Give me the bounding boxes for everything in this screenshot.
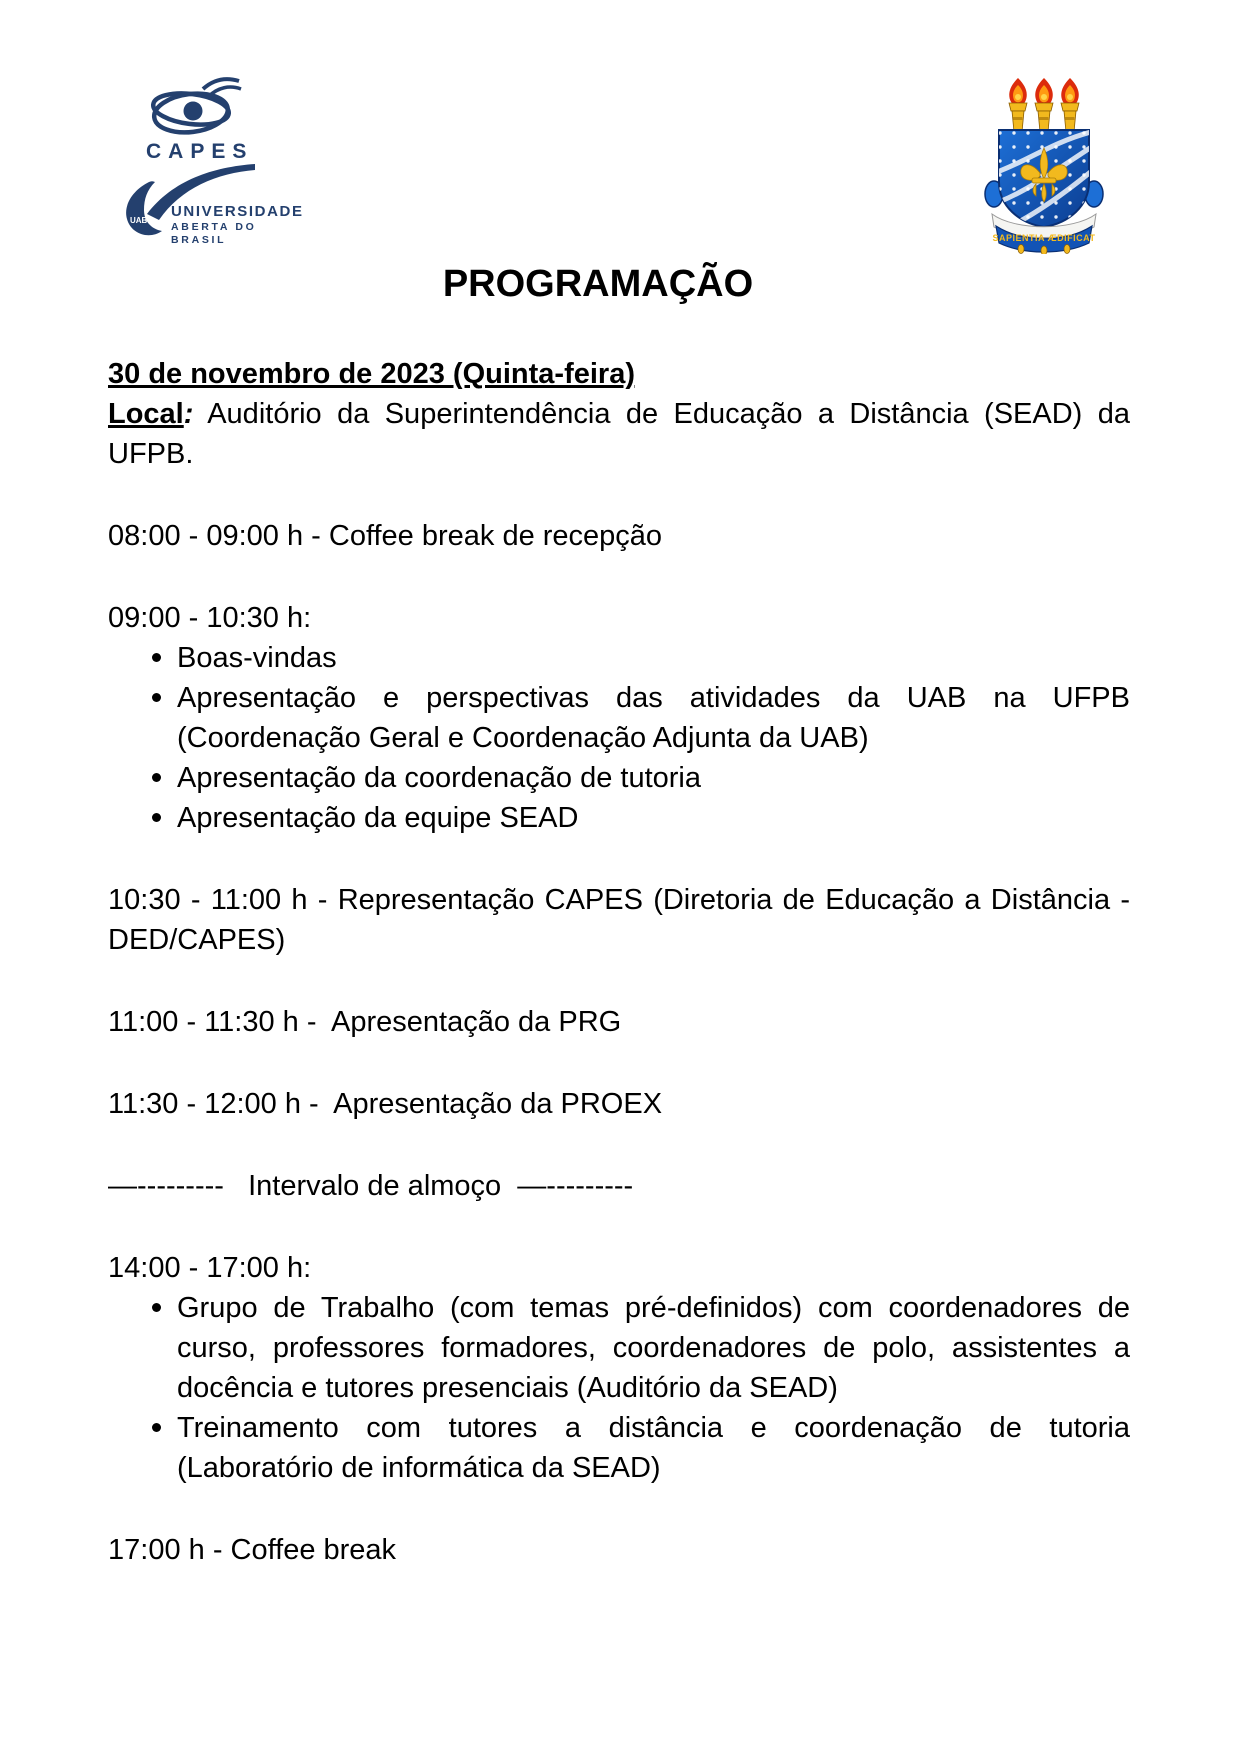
session-0900-list — [108, 638, 1130, 838]
session-0900-heading: 09:00 - 10:30 h: — [108, 602, 312, 634]
list-item — [108, 1288, 1130, 1408]
list-item-text: Apresentação e perspectivas das atividades da UAB na UFPB (Coordenação Geral e Coordenação Adjunta da UAB) — [177, 682, 1130, 754]
lunch-divider: —--------- Intervalo de almoço —--------- — [108, 1170, 634, 1202]
list-item — [108, 758, 1130, 798]
bullet-icon — [152, 653, 161, 662]
uab-name-line2: ABERTA DO BRASIL — [171, 221, 257, 246]
list-item-text: Grupo de Trabalho (com temas pré-definidos) com coordenadores de curso, professores formadores, coordenadores de polo, assistentes a docência e tutores presenciais (Auditório da SEAD) — [177, 1292, 1130, 1404]
list-item-text: Treinamento com tutores a distância e coordenação de tutoria (Laboratório de informática da SEAD) — [177, 1412, 1130, 1484]
session-1700: 17:00 h - Coffee break — [108, 1534, 397, 1566]
session-0800: 08:00 - 09:00 h - Coffee break de recepção — [108, 520, 663, 552]
list-item — [108, 638, 1130, 678]
session-1100: 11:00 - 11:30 h - Apresentação da PRG — [108, 1006, 622, 1038]
session-1400-list — [108, 1288, 1130, 1488]
list-item — [108, 798, 1130, 838]
bullet-icon — [152, 1303, 161, 1312]
location-colon: : — [183, 398, 194, 430]
date-heading — [108, 354, 1130, 394]
bullet-icon — [152, 813, 161, 822]
bullet-icon — [152, 773, 161, 782]
uab-name-line1: UNIVERSIDADE — [171, 203, 304, 220]
list-item — [108, 678, 1130, 758]
ufpb-motto-label: SAPIENTIA ÆDIFICAT — [992, 233, 1096, 243]
uab-acronym-label: UAB — [130, 216, 148, 225]
session-1030: 10:30 - 11:00 h - Representação CAPES (Diretoria de Educação a Distância - DED/CAPES) — [108, 884, 1130, 956]
location-line — [108, 394, 1130, 474]
list-item-text: Boas-vindas — [177, 642, 337, 674]
session-1400-heading: 14:00 - 17:00 h: — [108, 1252, 312, 1284]
page-title: PROGRAMAÇÃO — [442, 263, 754, 305]
list-item — [108, 1408, 1130, 1488]
list-item-text: Apresentação da equipe SEAD — [177, 802, 579, 834]
session-1130: 11:30 - 12:00 h - Apresentação da PROEX — [108, 1088, 663, 1120]
location-label: Local — [108, 398, 184, 430]
location-text: Auditório da Superintendência de Educação a Distância (SEAD) da UFPB. — [108, 398, 1130, 470]
bullet-icon — [152, 1423, 161, 1432]
date-heading-text: 30 de novembro de 2023 (Quinta-feira) — [108, 358, 635, 390]
list-item-text: Apresentação da coordenação de tutoria — [177, 762, 701, 794]
program-content — [108, 0, 1130, 1570]
bullet-icon — [152, 693, 161, 702]
capes-logo-label: CAPES — [146, 140, 254, 163]
